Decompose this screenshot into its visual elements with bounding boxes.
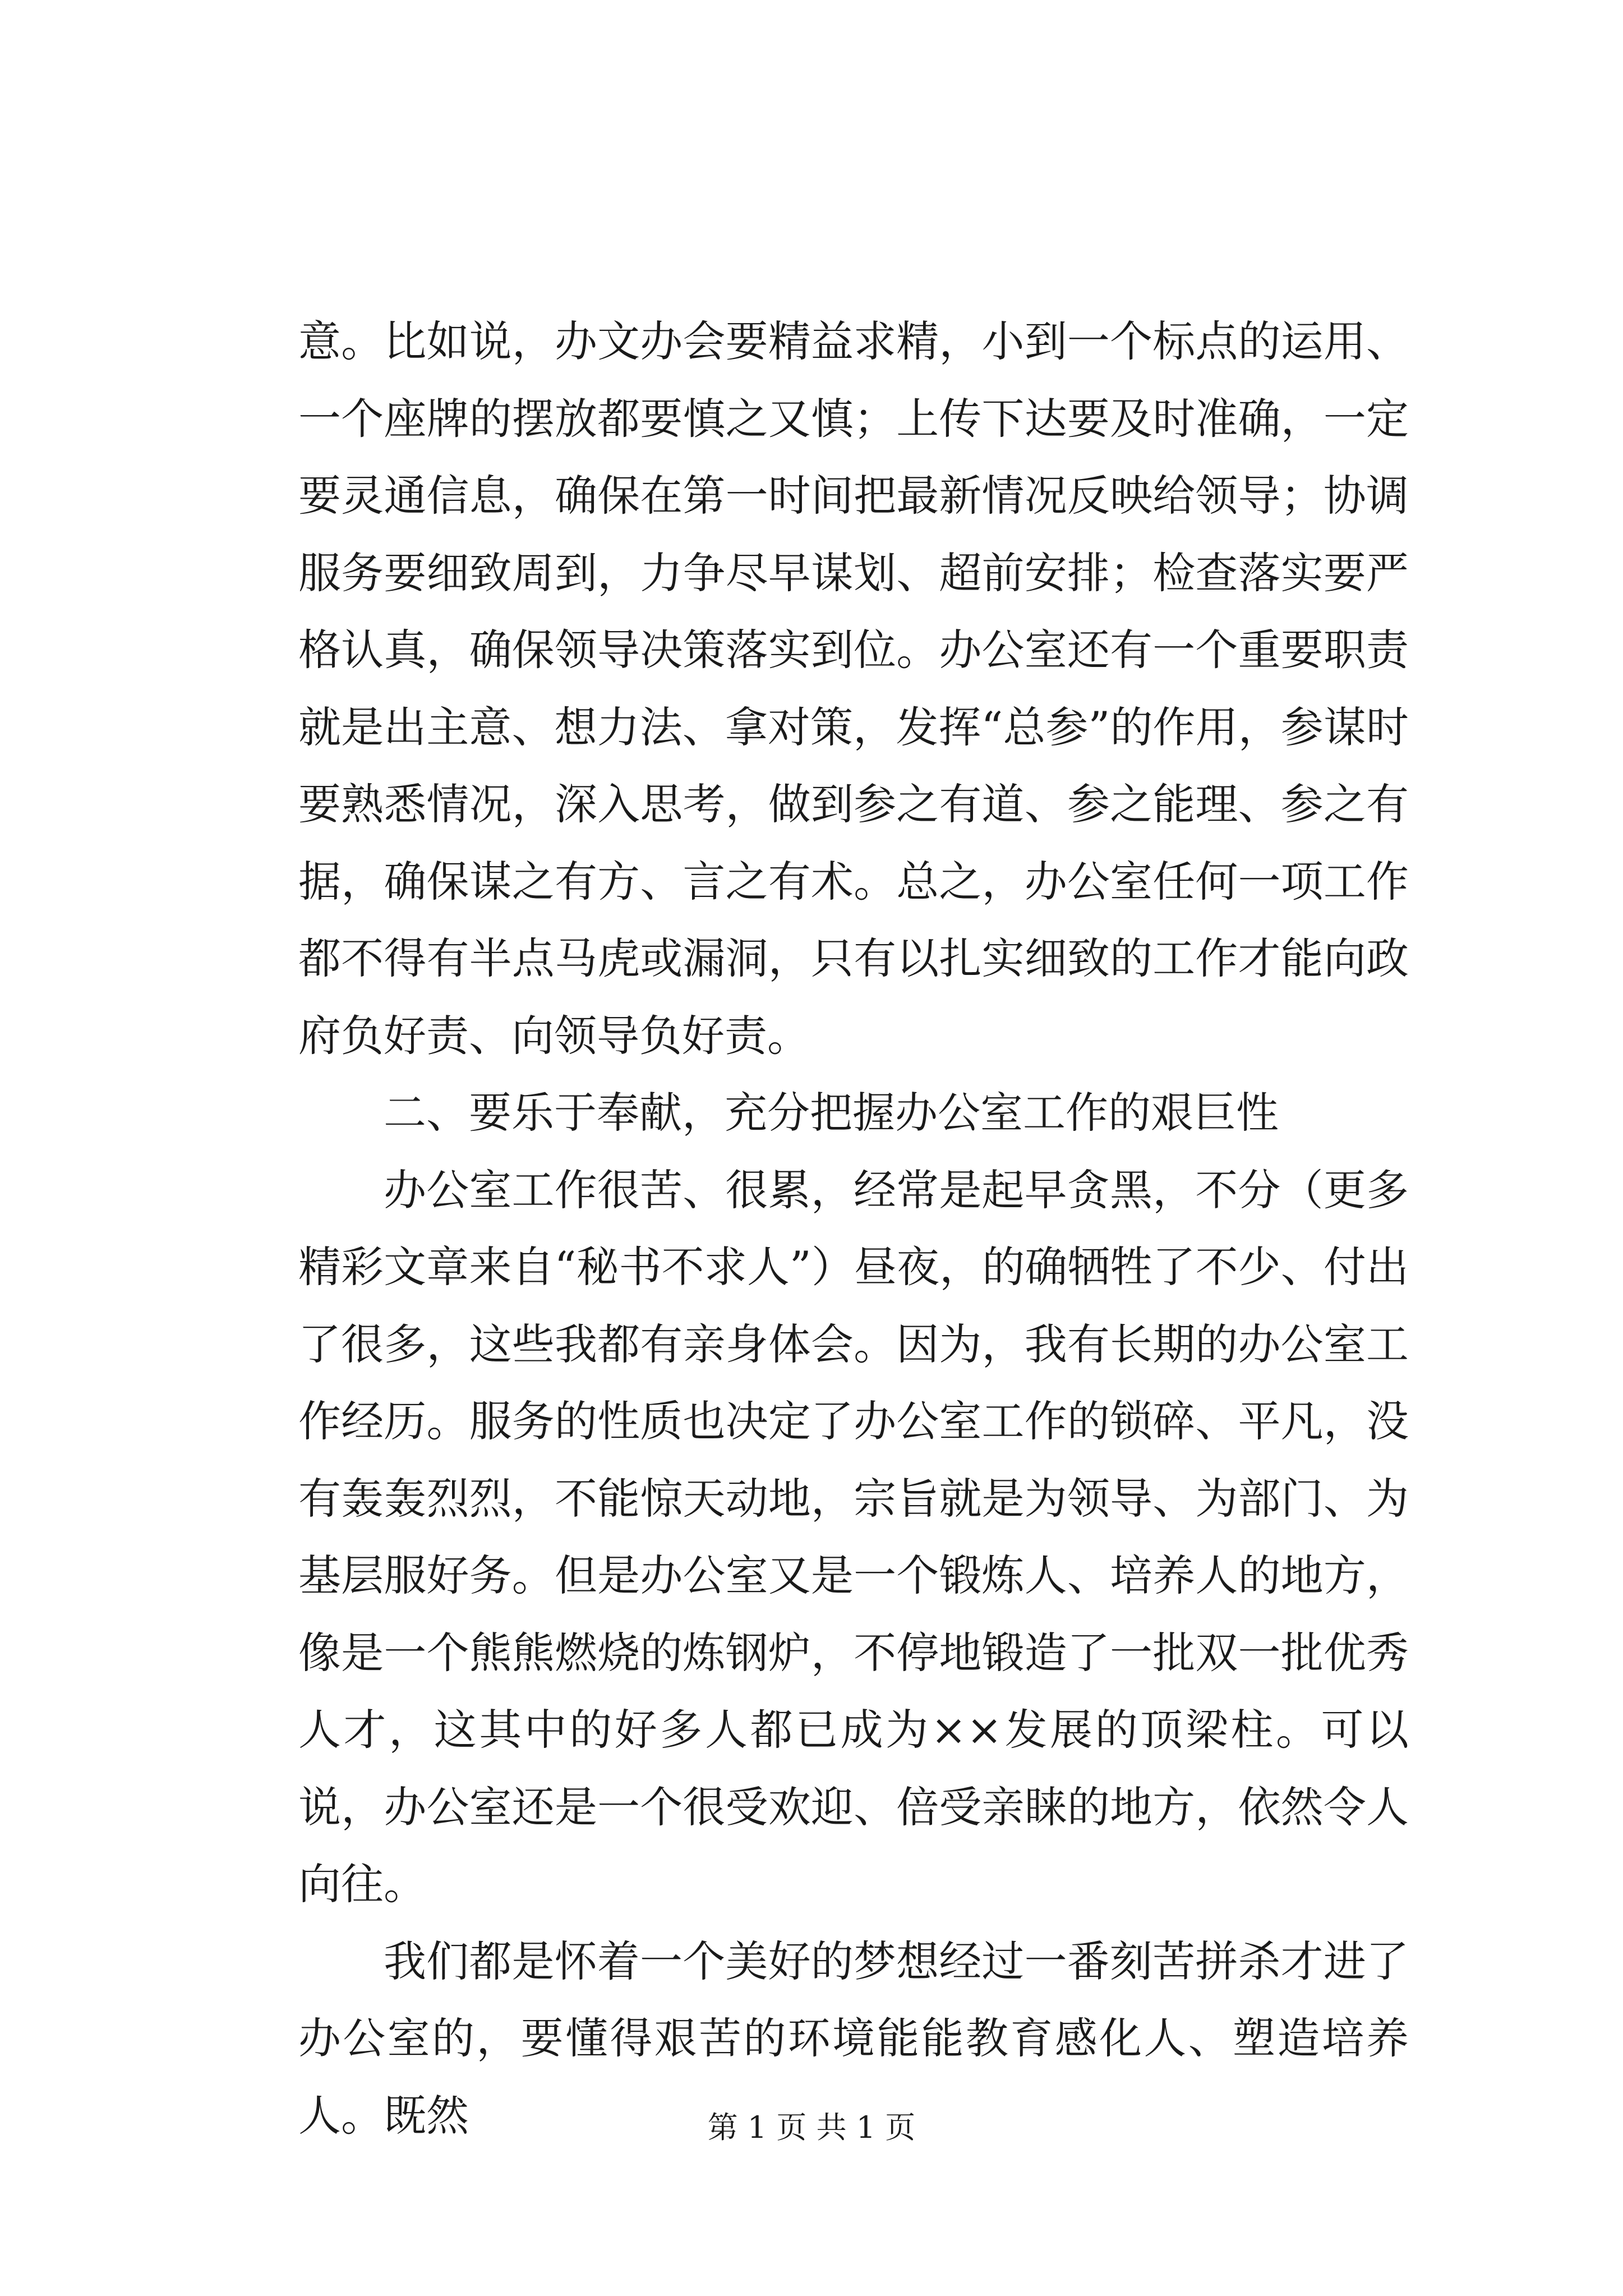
paragraph-continuation: 意。比如说，办文办会要精益求精，小到一个标点的运用、一个座牌的摆放都要慎之又慎；上传下达要及时准确，一定要灵通信息，确保在第一时间把最新情况反映给领导；协调服务要细致周到，力争尽早谋划、超前安排；检查落实要严格认真，确保领导决策落实到位。办公室还有一个重要职责就是出主意、想力法、拿对策，发挥“总参”的作用，参谋时要熟悉情况，深入思考，做到参之有道、参之能理、参之有据，确保谋之有方、言之有术。总之，办公室任何一项工作都不得有半点马虎或漏洞，只有以扎实细致的工作才能向政府负好责、向领导负好责。 — [298, 316, 1409, 1061]
section-heading-2: 二、要乐于奉献，充分把握办公室工作的艰巨性 — [384, 1088, 1279, 1138]
document-body — [298, 303, 1409, 2154]
paragraph-dream: 我们都是怀着一个美好的梦想经过一番刻苦拼杀才进了办公室的，要懂得艰苦的环境能能教育感化人、塑造培养人。既然 — [298, 1936, 1409, 2141]
page-footer: 第 1 页 共 1 页 — [707, 2110, 916, 2145]
paragraph-office-work: 办公室工作很苦、很累，经常是起早贪黑，不分（更多精彩文章来自“秘书不求人”）昼夜，的确牺牲了不少、付出了很多，这些我都有亲身体会。因为，我有长期的办公室工作经历。服务的性质也决定了办公室工作的锁碎、平凡，没有轰轰烈烈，不能惊天动地，宗旨就是为领导、为部门、为基层服好务。但是办公室又是一个锻炼人、培养人的地方，像是一个熊熊燃烧的炼钢炉，不停地锻造了一批双一批优秀人才，这其中的好多人都已成为××发展的顶梁柱。可以说，办公室还是一个很受欢迎、倍受亲睐的地方，依然令人向往。 — [298, 1165, 1409, 1909]
